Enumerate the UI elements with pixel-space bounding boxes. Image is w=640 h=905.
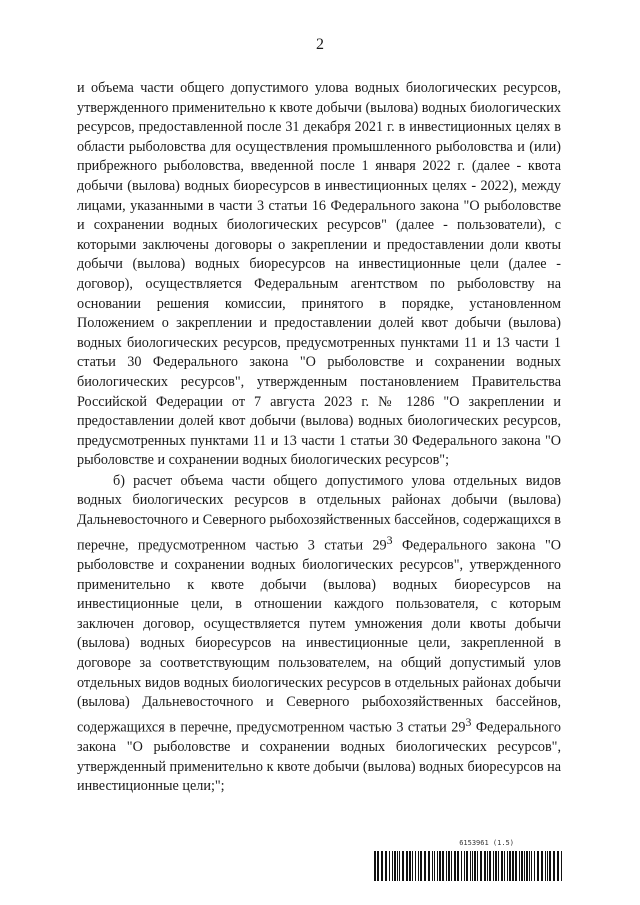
barcode-code: 6153961 (1.5): [459, 839, 514, 847]
paragraph-continuation: и объема части общего допустимого улова водных биологических ресурсов, утвержденного применительно к квоте добычи (вылова) водных биологических ресурсов, предоставленной после 31 декабря 2021 г. в инвестиционных целях в области рыболовства для осуществления промышленного рыболовства и (или) прибрежного рыболовства, введенной после 1 января 2022 г. (далее - квота добычи (вылова) водных биоресурсов в инвестиционных целях - 2022), между лицами, указанными в части 3 статьи 16 Федерального закона "О рыболовстве и сохранении водных биологических ресурсов" (далее - пользователи), с которыми заключены договоры о закреплении и предоставлении доли квоты добычи (вылова) водных биоресурсов на инвестиционные цели (далее - договор), осуществляется Федеральным агентством по рыболовству на основании решения комиссии, принятого в порядке, установленном Положением о закреплении и предоставлении долей квот добычи (вылова) водных биологических ресурсов, предусмотренных пунктами 11 и 13 части 1 статьи 30 Федерального закона "О рыболовстве и сохранении водных биологических ресурсов", утвержденным постановлением Правительства Российской Федерации от 7 августа 2023 г. № 1286 "О закреплении и предоставлении долей квот добычи (вылова) водных биологических ресурсов, предусмотренных пунктами 11 и 13 части 1 статьи 30 Федерального закона "О рыболовстве и сохранении водных биологических ресурсов";: [77, 80, 561, 469]
document-body: [77, 79, 561, 797]
paragraph-b-text-3: Федерального закона "О рыболовстве и сохранении водных биологических ресурсов", утвержденный применительно к квоте добычи (вылова) водных биоресурсов на инвестиционные цели;";: [77, 719, 561, 795]
paragraph-b: [77, 472, 561, 797]
paragraph-b-text-2: Федерального закона "О рыболовстве и сохранении водных биологических ресурсов", утвержденного применительно к квоте добычи (вылова) водных биоресурсов на инвестиционные цели, в отношении каждого пользователя, с которым заключен договор, осуществляется путем умножения доли квоты добычи (вылова) водных биоресурсов на инвестиционные цели, закрепленной в договоре за соответствующим пользователем, на общий допустимый улов отдельных видов водных биологических ресурсов в отдельных районах добычи (вылова) Дальневосточного и Северного рыбохозяйственных бассейнов, содержащихся в перечне, предусмотренном частью 3 статьи 29: [77, 537, 561, 736]
superscript-3: 3: [386, 532, 393, 547]
barcode-block: [374, 839, 566, 883]
superscript-3: 3: [465, 714, 472, 729]
paragraph-b-text-1: б) расчет объема части общего допустимого улова отдельных видов водных биологических ресурсов в отдельных районах добычи (вылова) Дальневосточного и Северного рыбохозяйственных бассейнов, содержащихся в перечне, предусмотренном частью 3 статьи 29: [77, 472, 561, 554]
barcode-icon: [374, 851, 566, 881]
page-number: 2: [316, 36, 324, 53]
